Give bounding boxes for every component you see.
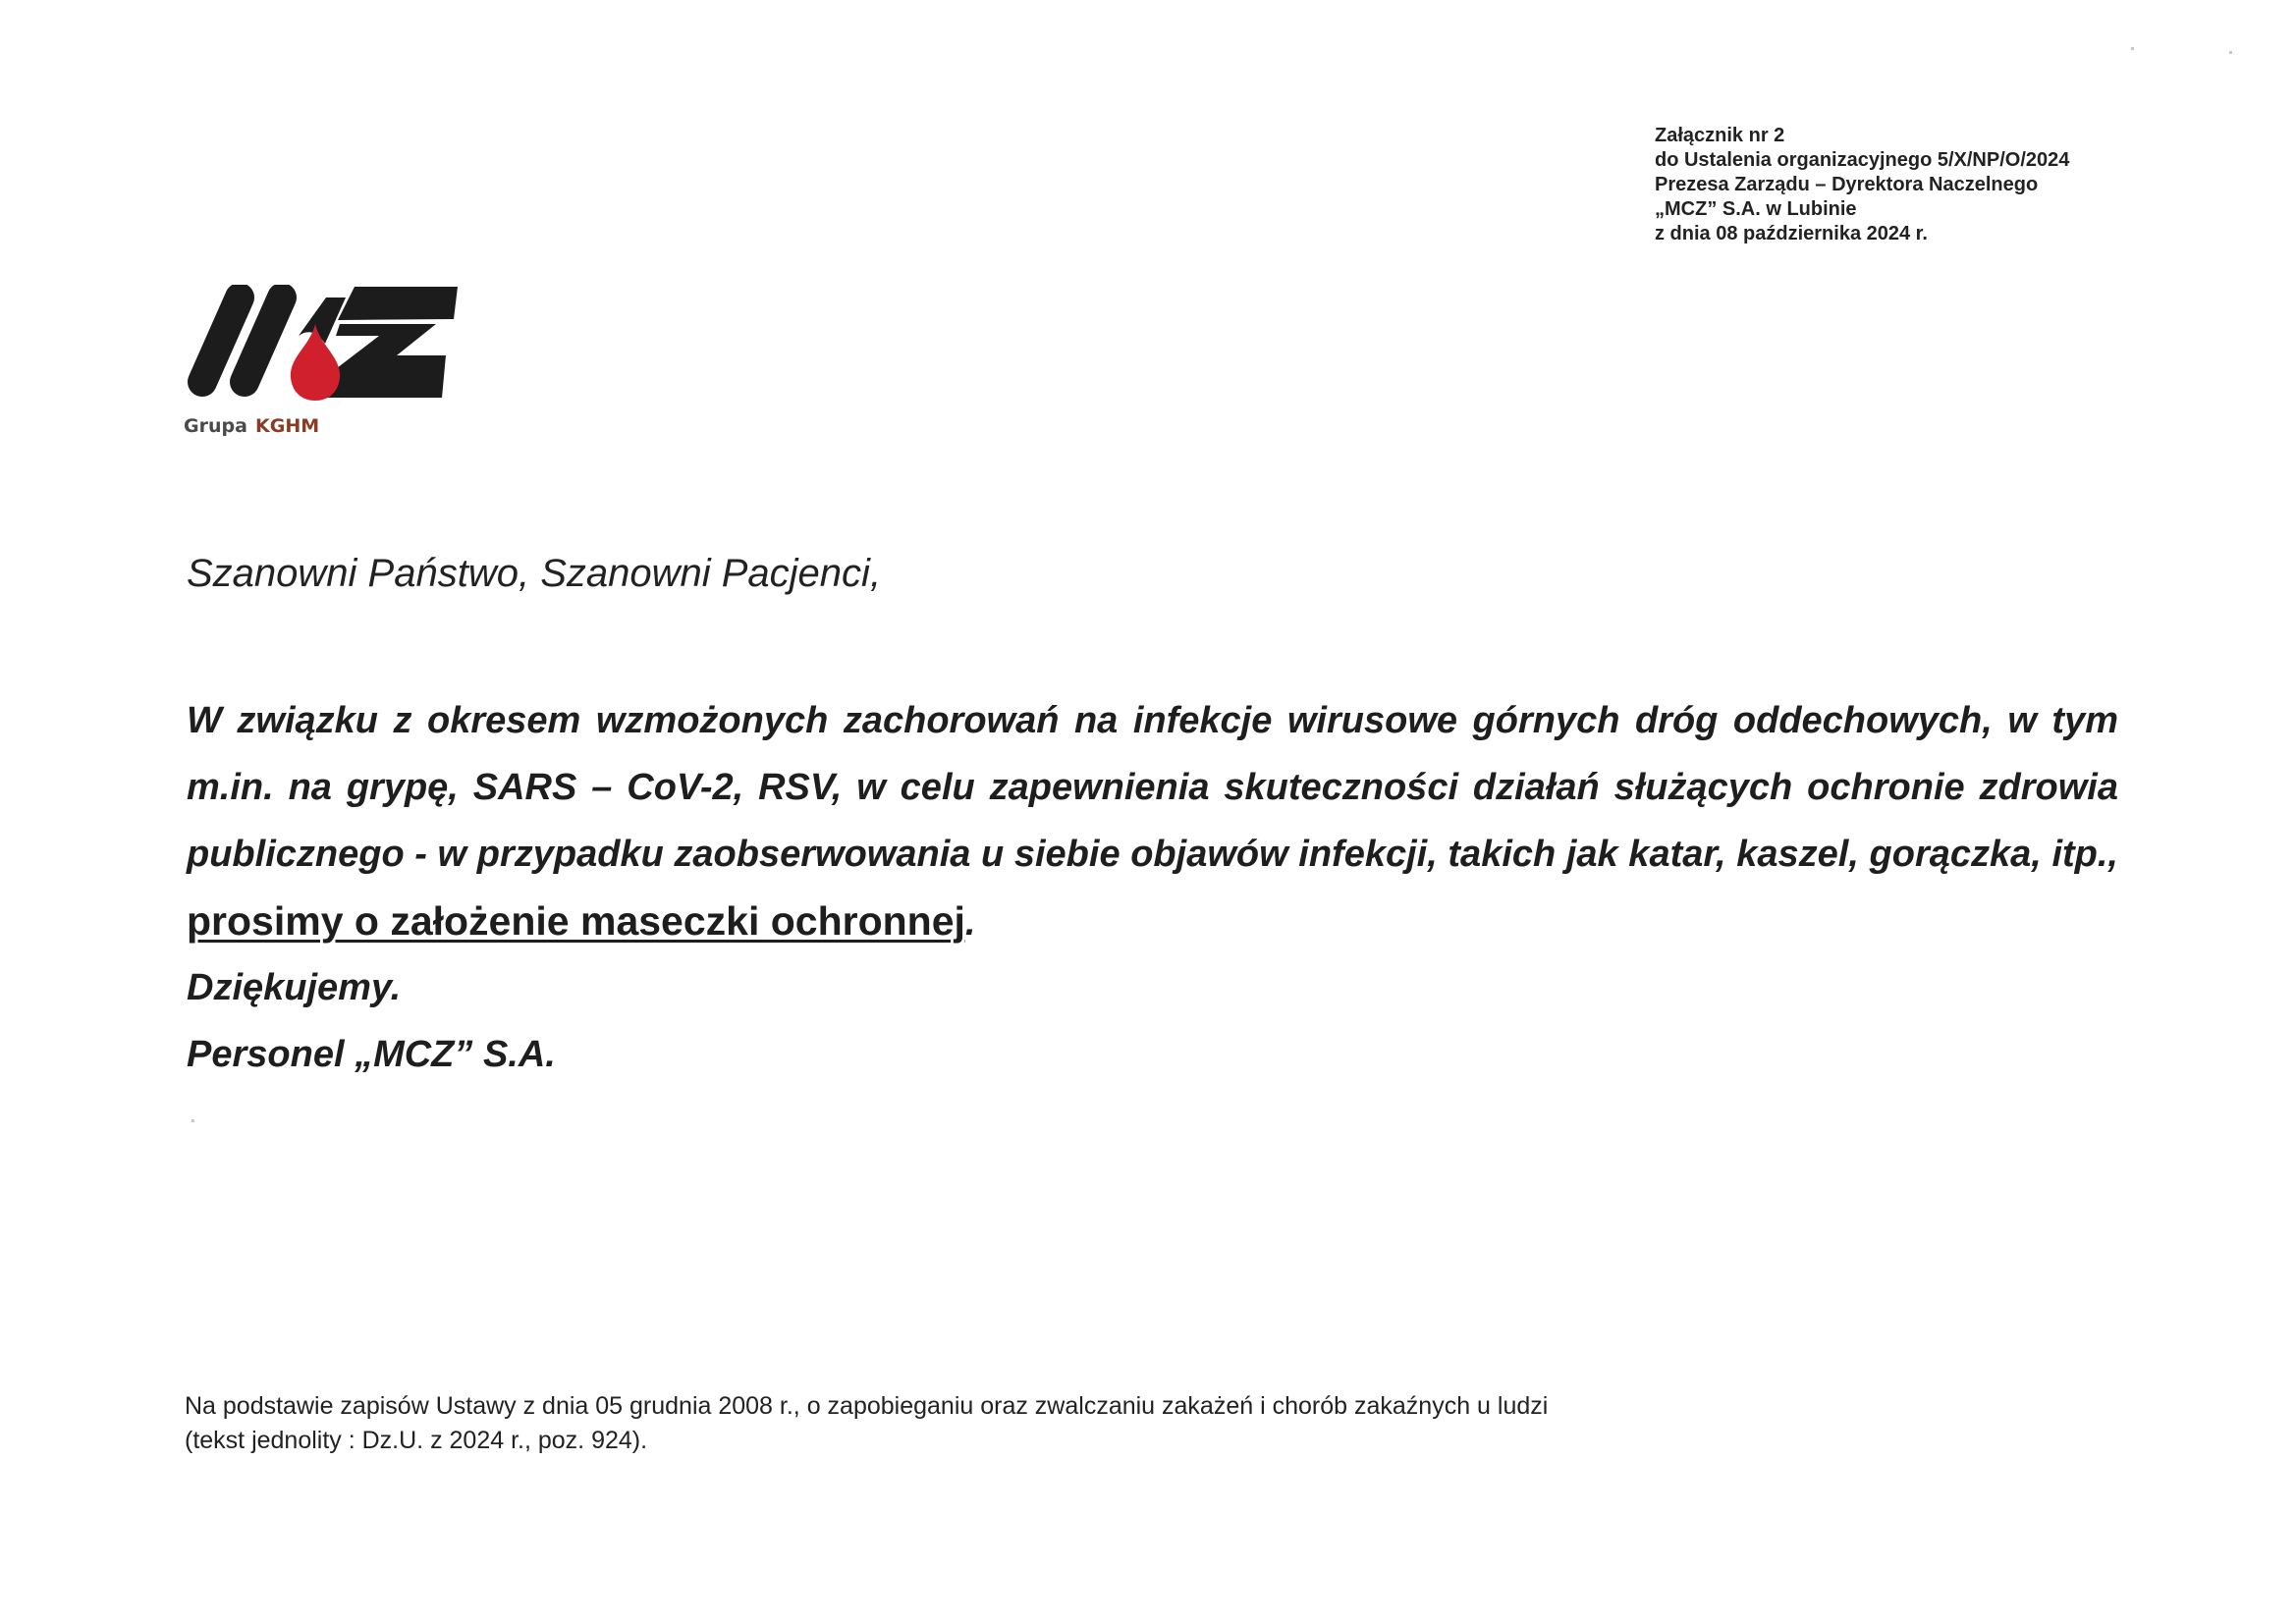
attachment-line: do Ustalenia organizacyjnego 5/X/NP/O/2024 [1655, 149, 2070, 171]
attachment-line: Załącznik nr 2 [1655, 125, 1785, 146]
footnote-line: Na podstawie zapisów Ustawy z dnia 05 grudnia 2008 r., o zapobieganiu oraz zwalczaniu zakażeń i chorób zakaźnych u ludzi [185, 1392, 1549, 1420]
greeting: Szanowni Państwo, Szanowni Pacjenci, [187, 552, 882, 595]
message-end: . [964, 902, 976, 944]
message-body [187, 687, 2118, 956]
attachment-line: „MCZ” S.A. w Lubinie [1655, 198, 1857, 220]
message-highlight: prosimy o założenie maseczki ochronnej [187, 898, 965, 944]
scan-speck [191, 1119, 194, 1122]
logo-group-prefix: Grupa [184, 415, 247, 437]
attachment-line: z dnia 08 października 2024 r. [1655, 223, 1928, 244]
mcz-logo-mark [183, 285, 467, 442]
message-text: W związku z okresem wzmożonych zachorowań na infekcje wirusowe górnych dróg oddechowych, w tym m.in. na grypę, SARS – CoV-2, RSV, w celu zapewnienia skuteczności działań służących ochronie zdrowia publicznego - w przypadku zaobserwowania u siebie objawów infekcji, takich jak katar, kaszel, gorączka, itp., [187, 700, 2118, 875]
signature: Personel „MCZ” S.A. [187, 1034, 556, 1075]
scan-speck [2131, 47, 2134, 50]
logo-group-name: KGHM [255, 415, 320, 437]
legal-footnote [185, 1389, 1548, 1458]
attachment-line: Prezesa Zarządu – Dyrektora Naczelnego [1655, 174, 2039, 195]
footnote-line: (tekst jednolity : Dz.U. z 2024 r., poz. 924). [185, 1427, 648, 1454]
thanks-line: Dziękujemy. [187, 967, 402, 1008]
scan-speck [2229, 51, 2232, 54]
attachment-header [1655, 124, 2069, 246]
blood-drop-icon [291, 324, 340, 401]
mcz-logo [183, 285, 467, 442]
